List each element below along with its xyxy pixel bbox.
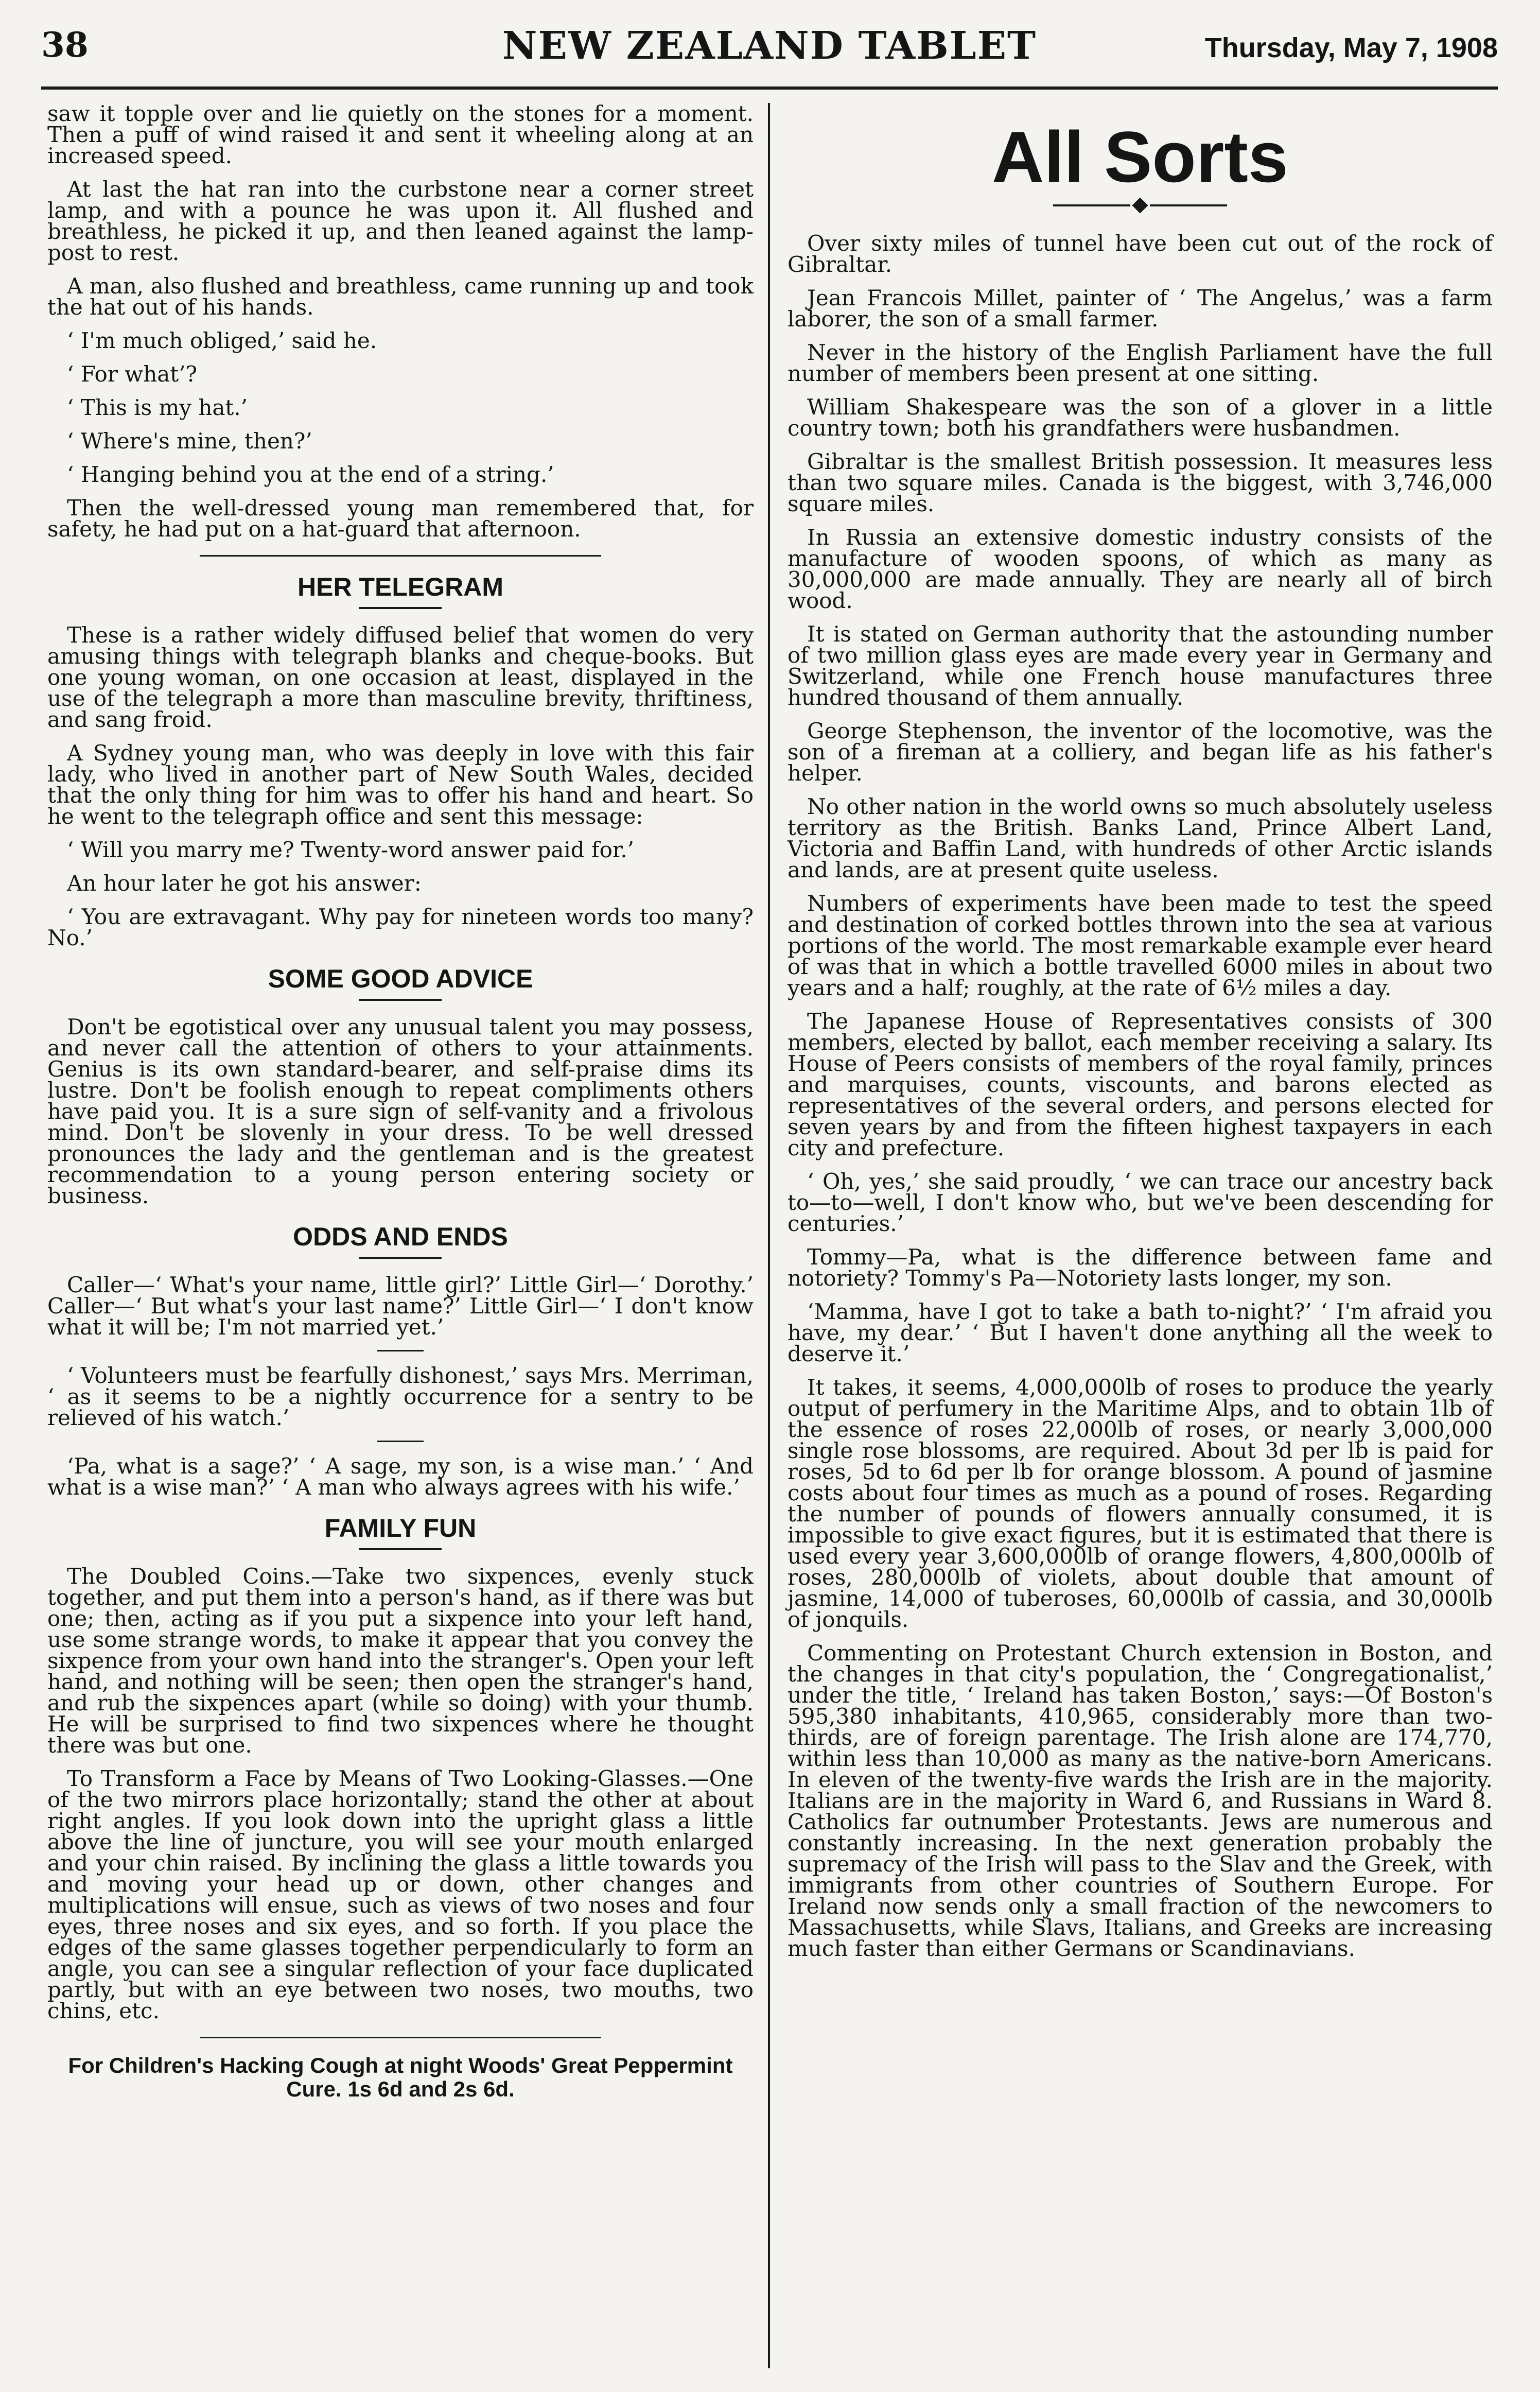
intro-paragraph: saw it topple over and lie quietly on the stones for a moment. Then a puff of wind raised it and sent it wheeling along at an increased speed. <box>47 101 754 168</box>
all-sorts-item: Tommy—Pa, what is the difference between fame and notoriety? Tommy's Pa—Notoriety lasts longer, my son. <box>787 1244 1493 1291</box>
intro-paragraph: ‘ I'm much obliged,’ said he. <box>67 328 377 353</box>
heading-rule <box>359 999 442 1001</box>
all-sorts-item: Commenting on Protestant Church extension in Boston, and the changes in that city's population, the ‘ Congregationalist,’ under the title, ‘ Ireland has taken Boston,’ says:—Of Boston's 595,380 inhabitants, 410,965, considerably more than two-thirds, are of foreign parentage. The Irish alone are 174,770, within less than 10,000 as many as the native-born Americans. In eleven of the twenty-five wards the Irish are in the majority. Italians are in the majority in Ward 6, and Russians in Ward 8. Catholics far outnumber Protestants. Jews are numerous and constantly increasing. In the next generation probably the supremacy of the Irish will pass to the Slav and the Greek, with immigrants from other countries of Southern Europe. For Ireland now sends only a small fraction of the newcomers to Massachusetts, while Slavs, Italians, and Greeks are increasing much faster than either Germans or Scandinavians. <box>787 1640 1493 1961</box>
header-rule <box>41 86 1498 90</box>
all-sorts-item: Jean Francois Millet, painter of ‘ The Angelus,’ was a farm laborer, the son of a small farmer. <box>787 285 1493 332</box>
page-header <box>41 14 1498 92</box>
odds-paragraph: Caller—‘ What's your name, little girl?’ Little Girl—‘ Dorothy.’ Caller—‘ But what's your last name?’ Little Girl—‘ I don't know what it will be; I'm not married yet.’ <box>47 1272 754 1340</box>
page-number: 38 <box>41 25 89 65</box>
item-rule <box>377 1350 424 1351</box>
intro-paragraph: Then the well-dressed young man remembered that, for safety, he had put on a hat-guard that afternoon. <box>47 495 754 542</box>
all-sorts-heading: All Sorts <box>992 116 1288 197</box>
family-heading: FAMILY FUN <box>324 1514 477 1542</box>
odds-paragraph: ‘Pa, what is a sage?’ ‘ A sage, my son, is a wise man.’ ‘ And what is a wise man?’ ‘ A man who always agrees with his wife.’ <box>47 1453 754 1500</box>
advice-heading: SOME GOOD ADVICE <box>268 964 533 993</box>
intro-paragraph: ‘ This is my hat.’ <box>67 395 248 420</box>
heading-rule <box>359 1548 442 1550</box>
diamond-icon <box>1132 197 1148 213</box>
odds-paragraph: ‘ Volunteers must be fearfully dishonest,’ says Mrs. Merriman, ‘ as it seems to be a nightly occurrence for a sentry to be relieved of his watch.’ <box>47 1363 754 1430</box>
telegram-paragraph: ‘ Will you marry me? Twenty-word answer paid for.’ <box>67 837 635 862</box>
ornament-divider <box>787 200 1493 211</box>
all-sorts-item: ‘ Oh, yes,’ she said proudly, ‘ we can trace our ancestry back to—to—well, I don't know who, but we've been descending for centuries.’ <box>787 1169 1493 1236</box>
advertisement: For Children's Hacking Cough at night Woods' Great Peppermint Cure. 1s 6d and 2s 6d. <box>68 2053 733 2101</box>
intro-paragraph: ‘ For what’? <box>67 361 198 387</box>
section-rule <box>200 555 601 557</box>
ornament-line <box>1053 204 1130 206</box>
all-sorts-item: Over sixty miles of tunnel have been cut out of the rock of Gibraltar. <box>787 231 1493 277</box>
ornament-line <box>1150 204 1227 206</box>
all-sorts-item: In Russia an extensive domestic industry consists of the manufacture of wooden spoons, of which as many as 30,000,000 are made annually. They are nearly all of birch wood. <box>787 525 1493 613</box>
all-sorts-item: George Stephenson, the inventor of the locomotive, was the son of a fireman at a colliery, and began life as his father's helper. <box>787 718 1493 786</box>
all-sorts-item: No other nation in the world owns so much absolutely useless territory as the British. Banks Land, Prince Albert Land, Victoria and Baffin Land, with hundreds of other Arctic islands and lands, are at present quite useless. <box>787 794 1493 882</box>
all-sorts-item: William Shakespeare was the son of a glover in a little country town; both his grandfathers were husbandmen. <box>787 394 1493 441</box>
telegram-heading: HER TELEGRAM <box>297 573 503 601</box>
all-sorts-item: Gibraltar is the smallest British possession. It measures less than two square miles. Canada is the biggest, with 3,746,000 square miles. <box>787 449 1493 516</box>
column-divider <box>768 103 770 2368</box>
right-column <box>787 103 1493 1971</box>
intro-paragraph: At last the hat ran into the curbstone near a corner street lamp, and with a pounce he was upon it. All flushed and breathless, he picked it up, and then leaned against the lamp-post to rest. <box>47 177 754 265</box>
family-paragraph: To Transform a Face by Means of Two Looking-Glasses.—One of the two mirrors place horizontally; stand the other at about right angles. If you look down into the upright glass a little above the line of juncture, you will see your mouth enlarged and your chin raised. By inclining the glass a little towards you and moving your head up or down, other changes and multiplications will ensue, such as views of two noses and four eyes, three noses and six eyes, and so forth. If you place the edges of the same glasses together perpendicularly to form an angle, you can see a singular reflection of your face duplicated partly, but with an eye between two noses, two mouths, two chins, etc. <box>47 1766 754 2023</box>
all-sorts-item: The Japanese House of Representatives consists of 300 members, elected by ballot, each member receiving a salary. Its House of Peers consists of members of the royal family, princes and marquises, counts, viscounts, and barons elected as representatives of the several orders, and persons elected for seven years by and from the fifteen highest taxpayers in each city and prefecture. <box>787 1009 1493 1160</box>
intro-paragraph: ‘ Hanging behind you at the end of a string.’ <box>67 462 554 487</box>
advice-paragraph: Don't be egotistical over any unusual talent you may possess, and never call the attention of others to your attainments. Genius is its own standard-bearer, and self-praise dims its lustre. Don't be foolish enough to repeat compliments others have paid you. It is a sure sign of self-vanity and a frivolous mind. Don't be slovenly in your dress. To be well dressed pronounces the lady and the gentleman and is the greatest recommendation to a young person entering society or business. <box>47 1014 754 1208</box>
all-sorts-item: It is stated on German authority that the astounding number of two million glass eyes are made every year in Germany and Switzerland, while one French house manufactures three hundred thousand of them annually. <box>787 621 1493 710</box>
heading-rule <box>359 1257 442 1259</box>
all-sorts-item: It takes, it seems, 4,000,000lb of roses to produce the yearly output of perfumery in the Maritime Alps, and to obtain 1lb of the essence of roses 22,000lb of roses, or nearly 3,000,000 single rose blossoms, are required. About 3d per lb is paid for roses, 5d to 6d per lb for orange blossom. A pound of jasmine costs about four times as much as a pound of roses. Regarding the number of pounds of flowers annually consumed, it is impossible to give exact figures, but it is estimated that there is used every year 3,600,000lb of orange flowers, 4,800,000lb of roses, 280,000lb of violets, about double that amount of jasmine, 14,000 of tuberoses, 60,000lb of cassia, and 30,000lb of jonquils. <box>787 1375 1493 1632</box>
all-sorts-item: ‘Mamma, have I got to take a bath to-night?’ ‘ I'm afraid you have, my dear.’ ‘ But I haven't done anything all the week to deserve it.’ <box>787 1299 1493 1366</box>
left-column <box>47 103 754 2101</box>
telegram-paragraph: An hour later he got his answer: <box>67 871 422 896</box>
all-sorts-item: Numbers of experiments have been made to test the speed and destination of corked bottles thrown into the sea at various portions of the world. The most remarkable example ever heard of was that in which a bottle travelled 6000 miles in about two years and a half; roughly, at the rate of 6½ miles a day. <box>787 891 1493 1000</box>
ad-rule <box>200 2037 601 2038</box>
heading-rule <box>359 607 442 609</box>
item-rule <box>377 1441 424 1442</box>
odds-heading: ODDS AND ENDS <box>293 1222 508 1251</box>
all-sorts-item: Never in the history of the English Parliament have the full number of members been present at one sitting. <box>787 340 1493 386</box>
intro-paragraph: ‘ Where's mine, then?’ <box>67 428 312 454</box>
masthead: NEW ZEALAND TABLET <box>502 24 1037 68</box>
telegram-paragraph: A Sydney young man, who was deeply in love with this fair lady, who lived in another part of New South Wales, decided that the only thing for him was to offer his hand and heart. So he went to the telegraph office and sent this message: <box>47 740 754 829</box>
family-paragraph: The Doubled Coins.—Take two sixpences, evenly stuck together, and put them into a person's hand, as if there was but one; then, acting as if you put a sixpence into your left hand, use some strange words, to make it appear that you convey the sixpence from your own hand into the stranger's. Open your left hand, and nothing will be seen; then open the stranger's hand, and rub the sixpences apart (while so doing) with your thumb. He will be surprised to find two sixpences where he thought there was but one. <box>47 1564 754 1758</box>
intro-paragraph: A man, also flushed and breathless, came running up and took the hat out of his hands. <box>47 273 754 320</box>
telegram-paragraph: These is a rather widely diffused belief that women do very amusing things with telegraph blanks and cheque-books. But one young woman, on one occasion at least, displayed in the use of the telegraph a more than masculine brevity, thriftiness, and sang froid. <box>47 622 754 732</box>
dateline: Thursday, May 7, 1908 <box>1204 32 1498 63</box>
telegram-paragraph: ‘ You are extravagant. Why pay for nineteen words too many? No.’ <box>47 904 754 950</box>
